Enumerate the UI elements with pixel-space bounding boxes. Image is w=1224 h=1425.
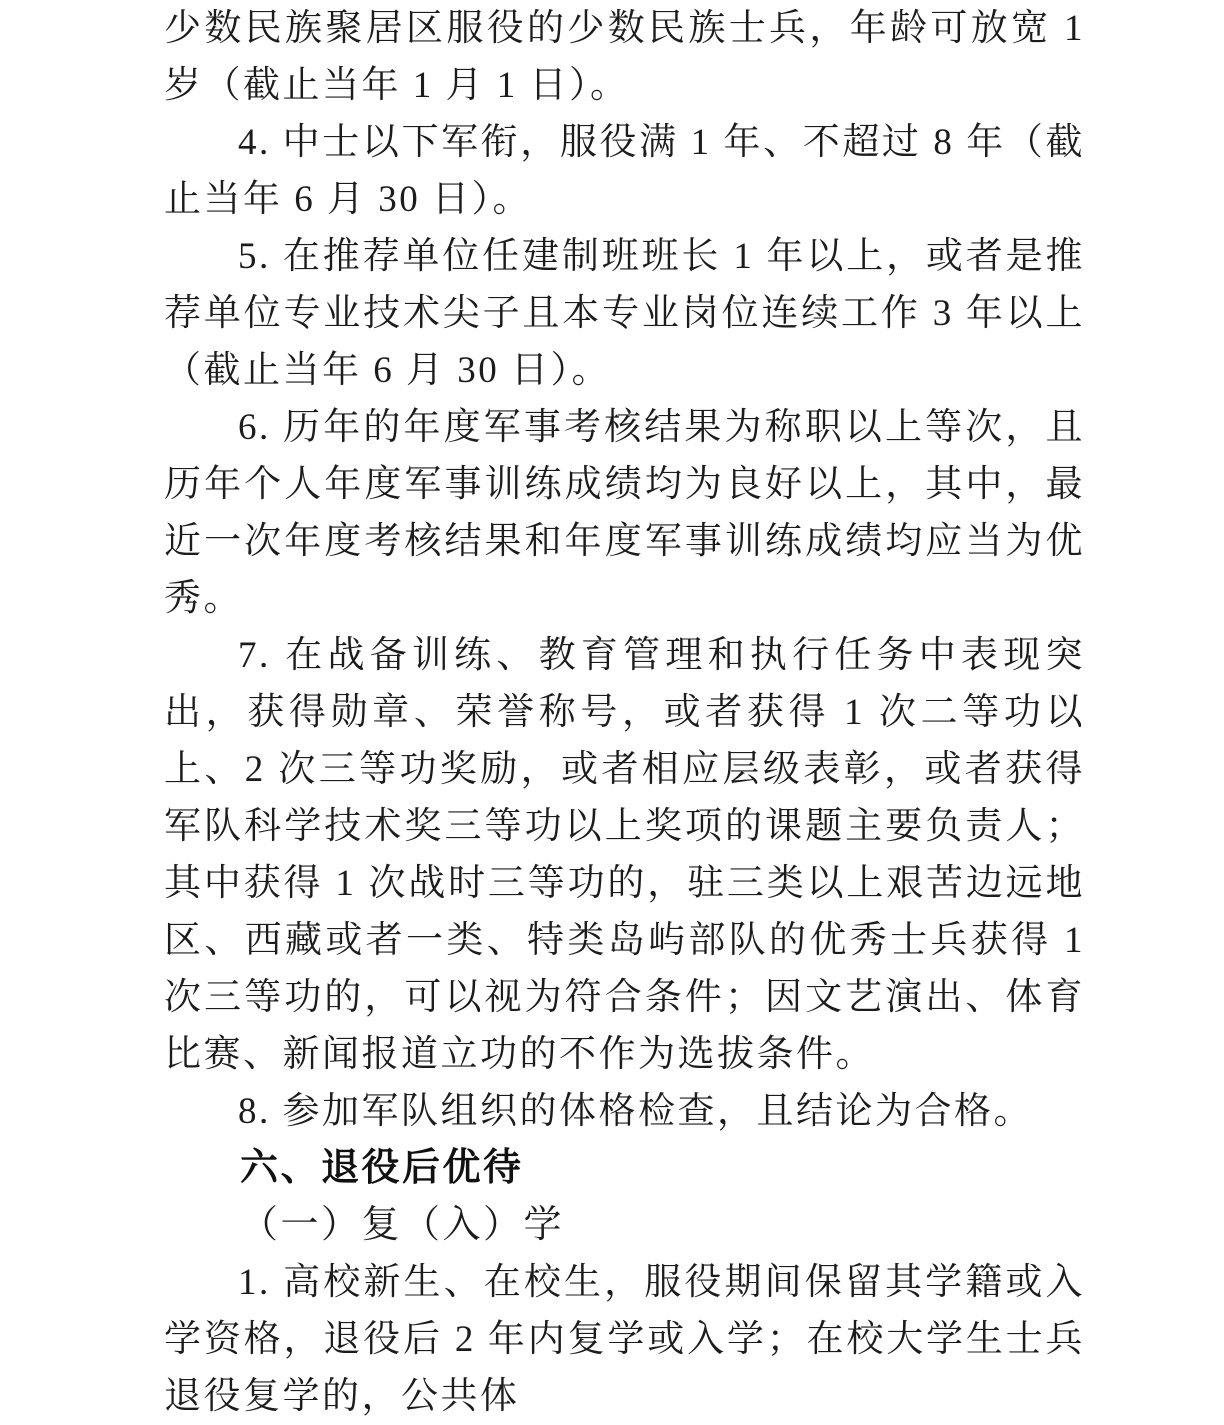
paragraph-item-4: 4. 中士以下军衔，服役满 1 年、不超过 8 年（截止当年 6 月 30 日）。 xyxy=(164,122,1085,220)
text-block xyxy=(164,0,1085,1425)
paragraph-continuation: 少数民族聚居区服役的少数民族士兵，年龄可放宽 1 岁（截止当年 1 月 1 日）。 xyxy=(164,8,1085,106)
paragraph-item-7: 7. 在战备训练、教育管理和执行任务中表现突出，获得勋章、荣誉称号，或者获得 1 次二等功以上、2 次三等功奖励，或者相应层级表彰，或者获得军队科学技术奖三等功以上奖项的课题主要负责人；其中获得 1 次战时三等功的，驻三类以上艰苦边远地区、西藏或者一类、特类岛屿部队的优秀士兵获得 1 次三等功的，可以视为符合条件；因文艺演出、体育比赛、新闻报道立功的不作为选拔条件。 xyxy=(164,635,1085,1075)
paragraph-item-1: 1. 高校新生、在校生，服役期间保留其学籍或入学资格，退役后 2 年内复学或入学；在校大学生士兵退役复学的，公共体 xyxy=(164,1262,1085,1417)
paragraph-item-8: 8. 参加军队组织的体格检查，且结论为合格。 xyxy=(238,1091,1033,1132)
paragraph-item-5: 5. 在推荐单位任建制班班长 1 年以上，或者是推荐单位专业技术尖子且本专业岗位连续工作 3 年以上（截止当年 6 月 30 日）。 xyxy=(164,236,1085,391)
section-heading: 六、退役后优待 xyxy=(240,1147,524,1189)
paragraph-item-6: 6. 历年的年度军事考核结果为称职以上等次，且历年个人年度军事训练成绩均为良好以上，其中，最近一次年度考核结果和年度军事训练成绩均应当为优秀。 xyxy=(164,407,1085,619)
subsection-heading: （一）复（入）学 xyxy=(240,1204,565,1246)
